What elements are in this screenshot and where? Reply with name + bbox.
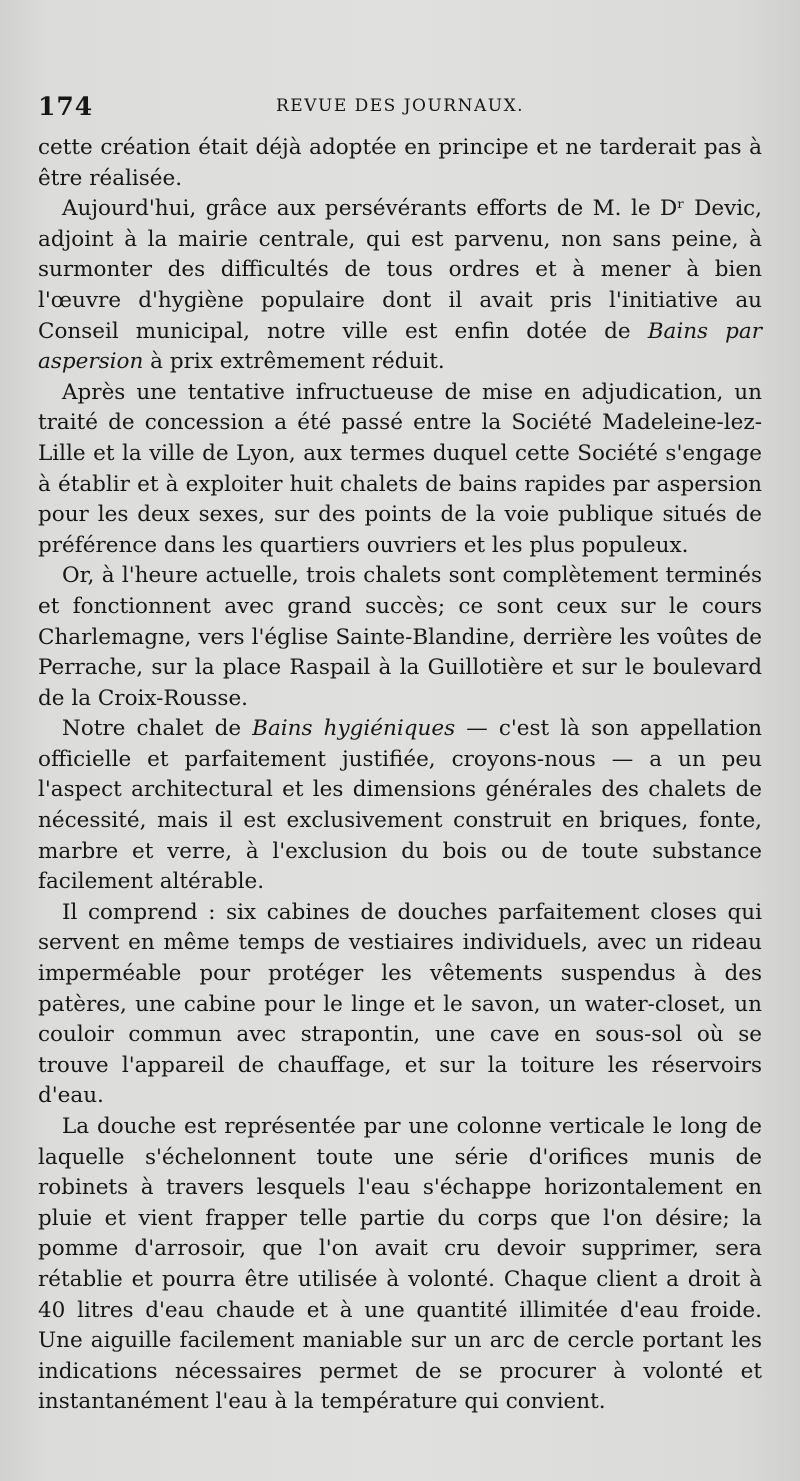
paragraph-bains-hygieniques	[38, 714, 762, 898]
italic-term: Bains par aspersion	[38, 318, 762, 375]
paragraph-douche: La douche est représentée par une colonne verticale le long de laquelle s'échelonnent toute une série d'orifices munis de robinets à travers lesquels l'eau s'échappe horizontalement en pluie et vient frapper telle partie du corps que l'on désire; la pomme d'arrosoir, que l'on avait cru devoir supprimer, sera rétablie et pourra être utilisée à volonté. Chaque client a droit à 40 litres d'eau chaude et à une quantité illimitée d'eau froide. Une aiguille facilement maniable sur un arc de cercle portant les indications nécessaires permet de se procurer à volonté et instantanément l'eau à la température qui convient.	[38, 1114, 762, 1415]
paragraph-continuation: cette création était déjà adoptée en principe et ne tarderait pas à être réalisée.	[38, 135, 762, 191]
paragraph-text: Aujourd'hui, grâce aux persévérants efforts de M. le Dʳ Devic, adjoint à la mairie centrale, qui est parvenu, non sans peine, à surmonter des difficultés de tous ordres et à mener à bien l'œuvre d'hygiène populaire dont il avait pris l'initiative au Conseil municipal, notre ville est enfin dotée de	[38, 196, 762, 344]
page-number: 174	[38, 92, 94, 121]
paragraph-comprend: Il comprend : six cabines de douches parfaitement closes qui servent en même temps de vestiaires individuels, avec un rideau imperméable pour protéger les vêtements suspendus à des patères, une cabine pour le linge et le savon, un water-closet, un couloir commun avec strapontin, une cave en sous-sol où se trouve l'appareil de chauffage, et sur la toiture les réservoirs d'eau.	[38, 899, 762, 1109]
italic-term: Bains hygiéniques	[252, 716, 456, 742]
paragraph-text: Notre chalet de	[62, 716, 253, 742]
paragraph-text: — c'est là son appellation officielle et parfaitement justifiée, croyons-nous — a un peu l'aspect architectural et les dimensions générales des chalets de nécessité, mais il est exclusivement construit en briques, fonte, marbre et verre, à l'exclusion du bois ou de toute substance facilement altérable.	[38, 716, 762, 895]
article-body	[38, 133, 762, 1418]
page-header	[38, 92, 758, 124]
paragraph-concession: Après une tentative infructueuse de mise en adjudication, un traité de concession a été passé entre la Société Madeleine-lez-Lille et la ville de Lyon, aux termes duquel cette Société s'engage à établir et à exploiter huit chalets de bains rapides par aspersion pour les deux sexes, sur des points de la voie publique situés de préférence dans les quartiers ouvriers et les plus populeux.	[38, 379, 762, 558]
running-title: REVUE DES JOURNAUX.	[276, 96, 525, 116]
paragraph-text: à prix extrêmement réduit.	[143, 349, 445, 375]
paragraph-chalets: Or, à l'heure actuelle, trois chalets sont complètement terminés et fonctionnent avec grand succès; ce sont ceux sur le cours Charlemagne, vers l'église Sainte-Blandine, derrière les voûtes de Perrache, sur la place Raspail à la Guillotière et sur le boulevard de la Croix-Rousse.	[38, 563, 762, 711]
paragraph-bains-par-aspersion	[38, 194, 762, 378]
